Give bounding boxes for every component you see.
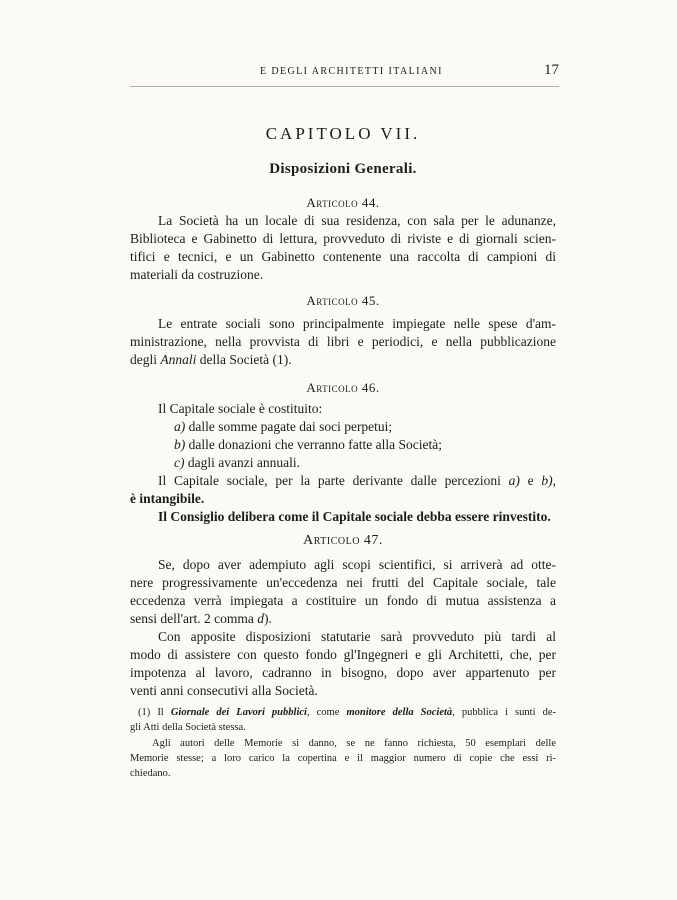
article-46-item	[130, 436, 556, 454]
italic-annali: Annali	[160, 352, 197, 367]
article-47-line	[130, 610, 556, 628]
article-47-line: venti anni consecutivi alla Società.	[130, 683, 318, 698]
italic-b: b),	[541, 473, 556, 488]
item-marker: c)	[174, 455, 185, 470]
item-text: dalle somme pagate dai soci perpetui;	[185, 419, 393, 434]
article-47-line: Se, dopo aver adempiuto agli scopi scientifici, si arriverà ad otte-	[158, 557, 556, 572]
running-title: E DEGLI ARCHITETTI ITALIANI	[260, 66, 443, 77]
article-47-line: impotenza al lavoro, cadranno in bisogno, dopo aver appartenuto per	[130, 665, 556, 680]
text-run: degli	[130, 352, 161, 367]
item-text: dagli avanzi annuali.	[184, 455, 300, 470]
article-46-line: Il Consiglio delibera come il Capitale sociale debba essere rinvestito.	[158, 509, 551, 524]
article-47-line: nere progressivamente un'eccedenza nei frutti del Capitale sociale, tale	[130, 575, 556, 590]
article-47-line: eccedenza verrà impiegata a costituire un fondo di mutua assistenza a	[130, 593, 556, 608]
article-44-line: materiali da costruzione.	[130, 267, 264, 282]
footnote-line: Agli autori delle Memorie si danno, se ne fanno richiesta, 50 esemplari delle	[152, 738, 556, 749]
running-header	[130, 60, 559, 87]
text-run: , pubblica i sunti de-	[452, 707, 556, 718]
text-run: Il Capitale sociale, per la parte derivante dalle percezioni	[158, 473, 509, 488]
italic-a: a)	[508, 473, 520, 488]
article-44-heading: Articolo 44.	[306, 195, 380, 210]
article-47-line: modo di assistere con questo fondo gl'Ingegneri e gli Architetti, che, per	[130, 647, 556, 662]
article-46-line: è intangibile.	[130, 491, 205, 506]
chapter-subtitle: Disposizioni Generali.	[269, 161, 417, 177]
text-run: sensi dell'art. 2 comma	[130, 611, 258, 626]
article-46-intro: Il Capitale sociale è costituito:	[158, 401, 323, 416]
italic-d: d	[257, 611, 265, 626]
footnote-line	[130, 705, 556, 720]
page-number: 17	[544, 62, 559, 78]
article-46-line	[130, 472, 556, 490]
item-marker: b)	[174, 437, 186, 452]
footnote-line: Memorie stesse; a loro carico la copertina e il maggior numero di copie che essi ri-	[130, 753, 556, 764]
article-46-item	[130, 418, 556, 436]
article-45-heading: Articolo 45.	[306, 293, 380, 308]
italic-monitor: monitore della Società	[346, 707, 453, 718]
text-run: , come	[306, 707, 347, 718]
text-run: e	[519, 473, 542, 488]
article-45-line: Le entrate sociali sono principalmente impiegate nelle spese d'am-	[158, 316, 556, 331]
article-47-heading: Articolo 47.	[303, 533, 383, 548]
article-44-line: La Società ha un locale di sua residenza, con sala per le adunanze,	[158, 213, 556, 228]
article-46-item	[130, 454, 556, 472]
article-44-line: Biblioteca e Gabinetto di lettura, provveduto di riviste e di giornali scien-	[130, 231, 556, 246]
article-45-line: ministrazione, nella provvista di libri e periodici, e nella pubblicazione	[130, 334, 556, 349]
footnote-line: gli Atti della Società stessa.	[130, 722, 246, 733]
text-run: (1) Il	[138, 707, 171, 718]
article-46-heading: Articolo 46.	[306, 380, 380, 395]
chapter-title: CAPITOLO VII.	[265, 124, 421, 143]
item-marker: a)	[174, 419, 186, 434]
article-44-line: tifici e tecnici, e un Gabinetto contenente una raccolta di campioni di	[130, 249, 556, 264]
text-run: ).	[264, 611, 272, 626]
footnote-line: chiedano.	[130, 768, 171, 779]
article-47-line: Con apposite disposizioni statutarie sarà provveduto più tardi al	[158, 629, 556, 644]
article-45-line	[130, 351, 556, 369]
item-text: dalle donazioni che verranno fatte alla Società;	[185, 437, 443, 452]
text-run: della Società (1).	[196, 352, 292, 367]
italic-journal: Giornale dei Lavori pubblici	[170, 707, 307, 718]
